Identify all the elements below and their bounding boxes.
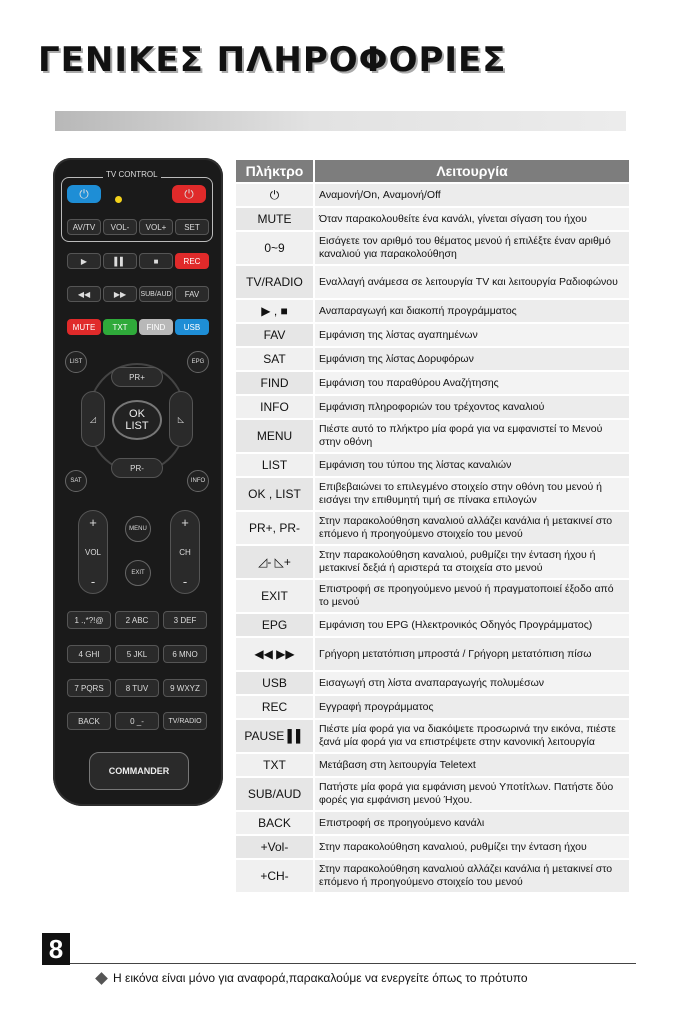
header-key: Πλήκτρο — [245, 163, 304, 179]
row-function: Στην παρακολούθηση καναλιού, ρυθμίζει την ένταση ήχου ή μετακινεί δεξιά ή αριστερά τα στοιχεία στο μενού — [315, 546, 629, 578]
row-key: 0~9 — [236, 232, 313, 264]
footer-note — [97, 971, 528, 985]
remote-txt: TXT — [103, 319, 137, 335]
row-function: Εμφάνιση του τύπου της λίστας καναλιών — [315, 454, 629, 476]
key-function-table — [236, 160, 629, 892]
ch-minus-icon: - — [182, 574, 188, 589]
remote-vol-rocker — [78, 510, 108, 594]
remote-key-9: 9 WXYZ — [163, 679, 207, 697]
table-row — [236, 208, 629, 230]
row-function: Εμφάνιση της λίστας αγαπημένων — [315, 324, 629, 346]
remote-find: FIND — [139, 319, 173, 335]
remote-key-8: 8 TUV — [115, 679, 159, 697]
remote-key-4: 4 GHI — [67, 645, 111, 663]
remote-ch-rocker — [170, 510, 200, 594]
remote-rec: REC — [175, 253, 209, 269]
table-row — [236, 580, 629, 612]
row-function: Εμφάνιση του παραθύρου Αναζήτησης — [315, 372, 629, 394]
table-row — [236, 546, 629, 578]
row-key: ⏻ — [236, 184, 313, 206]
tv-control-label: TV CONTROL — [103, 170, 161, 179]
remote-set: SET — [175, 219, 209, 235]
row-key: PAUSE ▌▌ — [236, 720, 313, 752]
table-row — [236, 266, 629, 298]
table-row — [236, 720, 629, 752]
vol-plus-icon: + — [89, 515, 97, 530]
remote-pr-plus: PR+ — [111, 367, 163, 387]
row-key: +CH- — [236, 860, 313, 892]
row-key: FIND — [236, 372, 313, 394]
led-indicator — [115, 196, 122, 203]
table-row — [236, 614, 629, 636]
footer-text: Η εικόνα είναι μόνο για αναφορά,παρακαλούμε να ενεργείτε όπως το πρότυπο — [113, 971, 528, 985]
vol-label: VOL — [84, 547, 101, 557]
table-row — [236, 420, 629, 452]
row-key: OK , LIST — [236, 478, 313, 510]
row-function: Εμφάνιση πληροφοριών του τρέχοντος καναλιού — [315, 396, 629, 418]
table-row — [236, 754, 629, 776]
table-row — [236, 300, 629, 322]
power-button-red: ⏻ — [172, 185, 206, 203]
row-key: BACK — [236, 812, 313, 834]
row-function: Εμφάνιση της λίστας Δορυφόρων — [315, 348, 629, 370]
ok-label: OK — [129, 408, 145, 420]
remote-vol-right: ◺ — [169, 391, 193, 447]
row-function: Εναλλαγή ανάμεσα σε λειτουργία TV και λειτουργία Ραδιοφώνου — [315, 266, 629, 298]
remote-control-image — [53, 158, 223, 806]
remote-tv-radio: TV/RADIO — [163, 712, 207, 730]
row-key: PR+, PR- — [236, 512, 313, 544]
remote-sat: SAT — [65, 470, 87, 492]
row-function: Γρήγορη μετατόπιση μπροστά / Γρήγορη μετατόπιση πίσω — [315, 638, 629, 670]
table-row — [236, 324, 629, 346]
row-function: Πατήστε μία φορά για εμφάνιση μενού Υποτίτλων. Πατήστε δύο φορές για εμφάνιση μενού Ήχου. — [315, 778, 629, 810]
footer-rule — [70, 963, 636, 964]
table-row — [236, 778, 629, 810]
remote-sub-aud: SUB/AUD — [139, 286, 173, 302]
remote-play: ▶ — [67, 253, 101, 269]
row-key: ◿- ◺+ — [236, 546, 313, 578]
table-row — [236, 372, 629, 394]
page-title: ΓΕΝΙΚΕΣ ΠΛΗΡΟΦΟΡΙΕΣ — [38, 40, 507, 80]
remote-key-0: 0 _- — [115, 712, 159, 730]
remote-brand: COMMANDER — [89, 752, 189, 790]
remote-vol-minus: VOL- — [103, 219, 137, 235]
row-function: Αναμονή/On, Αναμονή/Off — [315, 184, 629, 206]
bullet-icon — [95, 972, 108, 985]
row-function: Στην παρακολούθηση καναλιού αλλάζει κανάλια ή μετακινεί στο επόμενο ή προηγούμενο στοιχείο του μενού — [315, 512, 629, 544]
table-row — [236, 396, 629, 418]
ch-label: CH — [179, 547, 191, 557]
remote-info: INFO — [187, 470, 209, 492]
table-row — [236, 672, 629, 694]
table-row — [236, 860, 629, 892]
row-function: Επιβεβαιώνει το επιλεγμένο στοιχείο στην οθόνη του μενού ή εισάγει την επιθυμητή τιμή σε πίνακα επιλογών — [315, 478, 629, 510]
table-row — [236, 454, 629, 476]
row-key: MENU — [236, 420, 313, 452]
remote-key-3: 3 DEF — [163, 611, 207, 629]
remote-pause: ▌▌ — [103, 253, 137, 269]
row-function: Επιστροφή σε προηγούμενο μενού ή πραγματοποιεί έξοδο από το μενού — [315, 580, 629, 612]
row-function: Αναπαραγωγή και διακοπή προγράμματος — [315, 300, 629, 322]
remote-key-5: 5 JKL — [115, 645, 159, 663]
row-function: Εγγραφή προγράμματος — [315, 696, 629, 718]
row-function: Εμφάνιση του EPG (Ηλεκτρονικός Οδηγός Προγράμματος) — [315, 614, 629, 636]
table-row — [236, 232, 629, 264]
remote-key-2: 2 ABC — [115, 611, 159, 629]
header-bar — [55, 111, 626, 131]
remote-key-1: 1 .,*?!@ — [67, 611, 111, 629]
row-function: Στην παρακολούθηση καναλιού, ρυθμίζει την ένταση ήχου — [315, 836, 629, 858]
row-function: Στην παρακολούθηση καναλιού αλλάζει κανάλια ή μετακινεί στο επόμενο ή προηγούμενο στοιχείο του μενού — [315, 860, 629, 892]
row-key: EPG — [236, 614, 313, 636]
table-row — [236, 184, 629, 206]
table-row — [236, 812, 629, 834]
power-button-blue: ⏻ — [67, 185, 101, 203]
page-number: 8 — [42, 933, 70, 965]
remote-menu: MENU — [125, 516, 151, 542]
remote-vol-plus: VOL+ — [139, 219, 173, 235]
row-key: ◀◀ ▶▶ — [236, 638, 313, 670]
row-key: INFO — [236, 396, 313, 418]
table-row — [236, 348, 629, 370]
table-row — [236, 696, 629, 718]
row-key: TV/RADIO — [236, 266, 313, 298]
remote-vol-left: ◿ — [81, 391, 105, 447]
row-key: EXIT — [236, 580, 313, 612]
table-row — [236, 512, 629, 544]
row-function: Πιέστε αυτό το πλήκτρο μία φορά για να εμφανιστεί το Μενού στην οθόνη — [315, 420, 629, 452]
remote-list: LIST — [65, 351, 87, 373]
remote-mute: MUTE — [67, 319, 101, 335]
row-key: LIST — [236, 454, 313, 476]
row-key: USB — [236, 672, 313, 694]
remote-rewind: ◀◀ — [67, 286, 101, 302]
remote-ok-list — [112, 400, 162, 440]
remote-pr-minus: PR- — [111, 458, 163, 478]
remote-exit: EXIT — [125, 560, 151, 586]
row-key: SUB/AUD — [236, 778, 313, 810]
row-function: Πιέστε μία φορά για να διακόψετε προσωρινά την εικόνα, πιέστε ξανά μία φορά για να επιστρέψετε στην κανονική λειτουργία — [315, 720, 629, 752]
row-key: SAT — [236, 348, 313, 370]
row-key: ▶ , ■ — [236, 300, 313, 322]
table-row — [236, 836, 629, 858]
table-header — [236, 160, 629, 182]
row-key: +Vol- — [236, 836, 313, 858]
table-row — [236, 638, 629, 670]
row-function: Εισαγωγή στη λίστα αναπαραγωγής πολυμέσων — [315, 672, 629, 694]
remote-stop: ■ — [139, 253, 173, 269]
header-function: Λειτουργία — [313, 160, 629, 182]
ok-list-label: LIST — [125, 420, 149, 432]
row-key: MUTE — [236, 208, 313, 230]
row-key: TXT — [236, 754, 313, 776]
vol-minus-icon: - — [90, 574, 96, 589]
row-function: Μετάβαση στη λειτουργία Teletext — [315, 754, 629, 776]
remote-key-7: 7 PQRS — [67, 679, 111, 697]
row-function: Όταν παρακολουθείτε ένα κανάλι, γίνεται σίγαση του ήχου — [315, 208, 629, 230]
row-key: REC — [236, 696, 313, 718]
row-function: Επιστροφή σε προηγούμενο κανάλι — [315, 812, 629, 834]
ch-plus-icon: + — [181, 515, 189, 530]
row-function: Εισάγετε τον αριθμό του θέματος μενού ή επιλέξτε έναν αριθμό καναλιού για παρακολούθηση — [315, 232, 629, 264]
remote-fav: FAV — [175, 286, 209, 302]
remote-forward: ▶▶ — [103, 286, 137, 302]
remote-epg: EPG — [187, 351, 209, 373]
remote-av-tv: AV/TV — [67, 219, 101, 235]
remote-usb: USB — [175, 319, 209, 335]
row-key: FAV — [236, 324, 313, 346]
remote-back: BACK — [67, 712, 111, 730]
table-row — [236, 478, 629, 510]
remote-key-6: 6 MNO — [163, 645, 207, 663]
